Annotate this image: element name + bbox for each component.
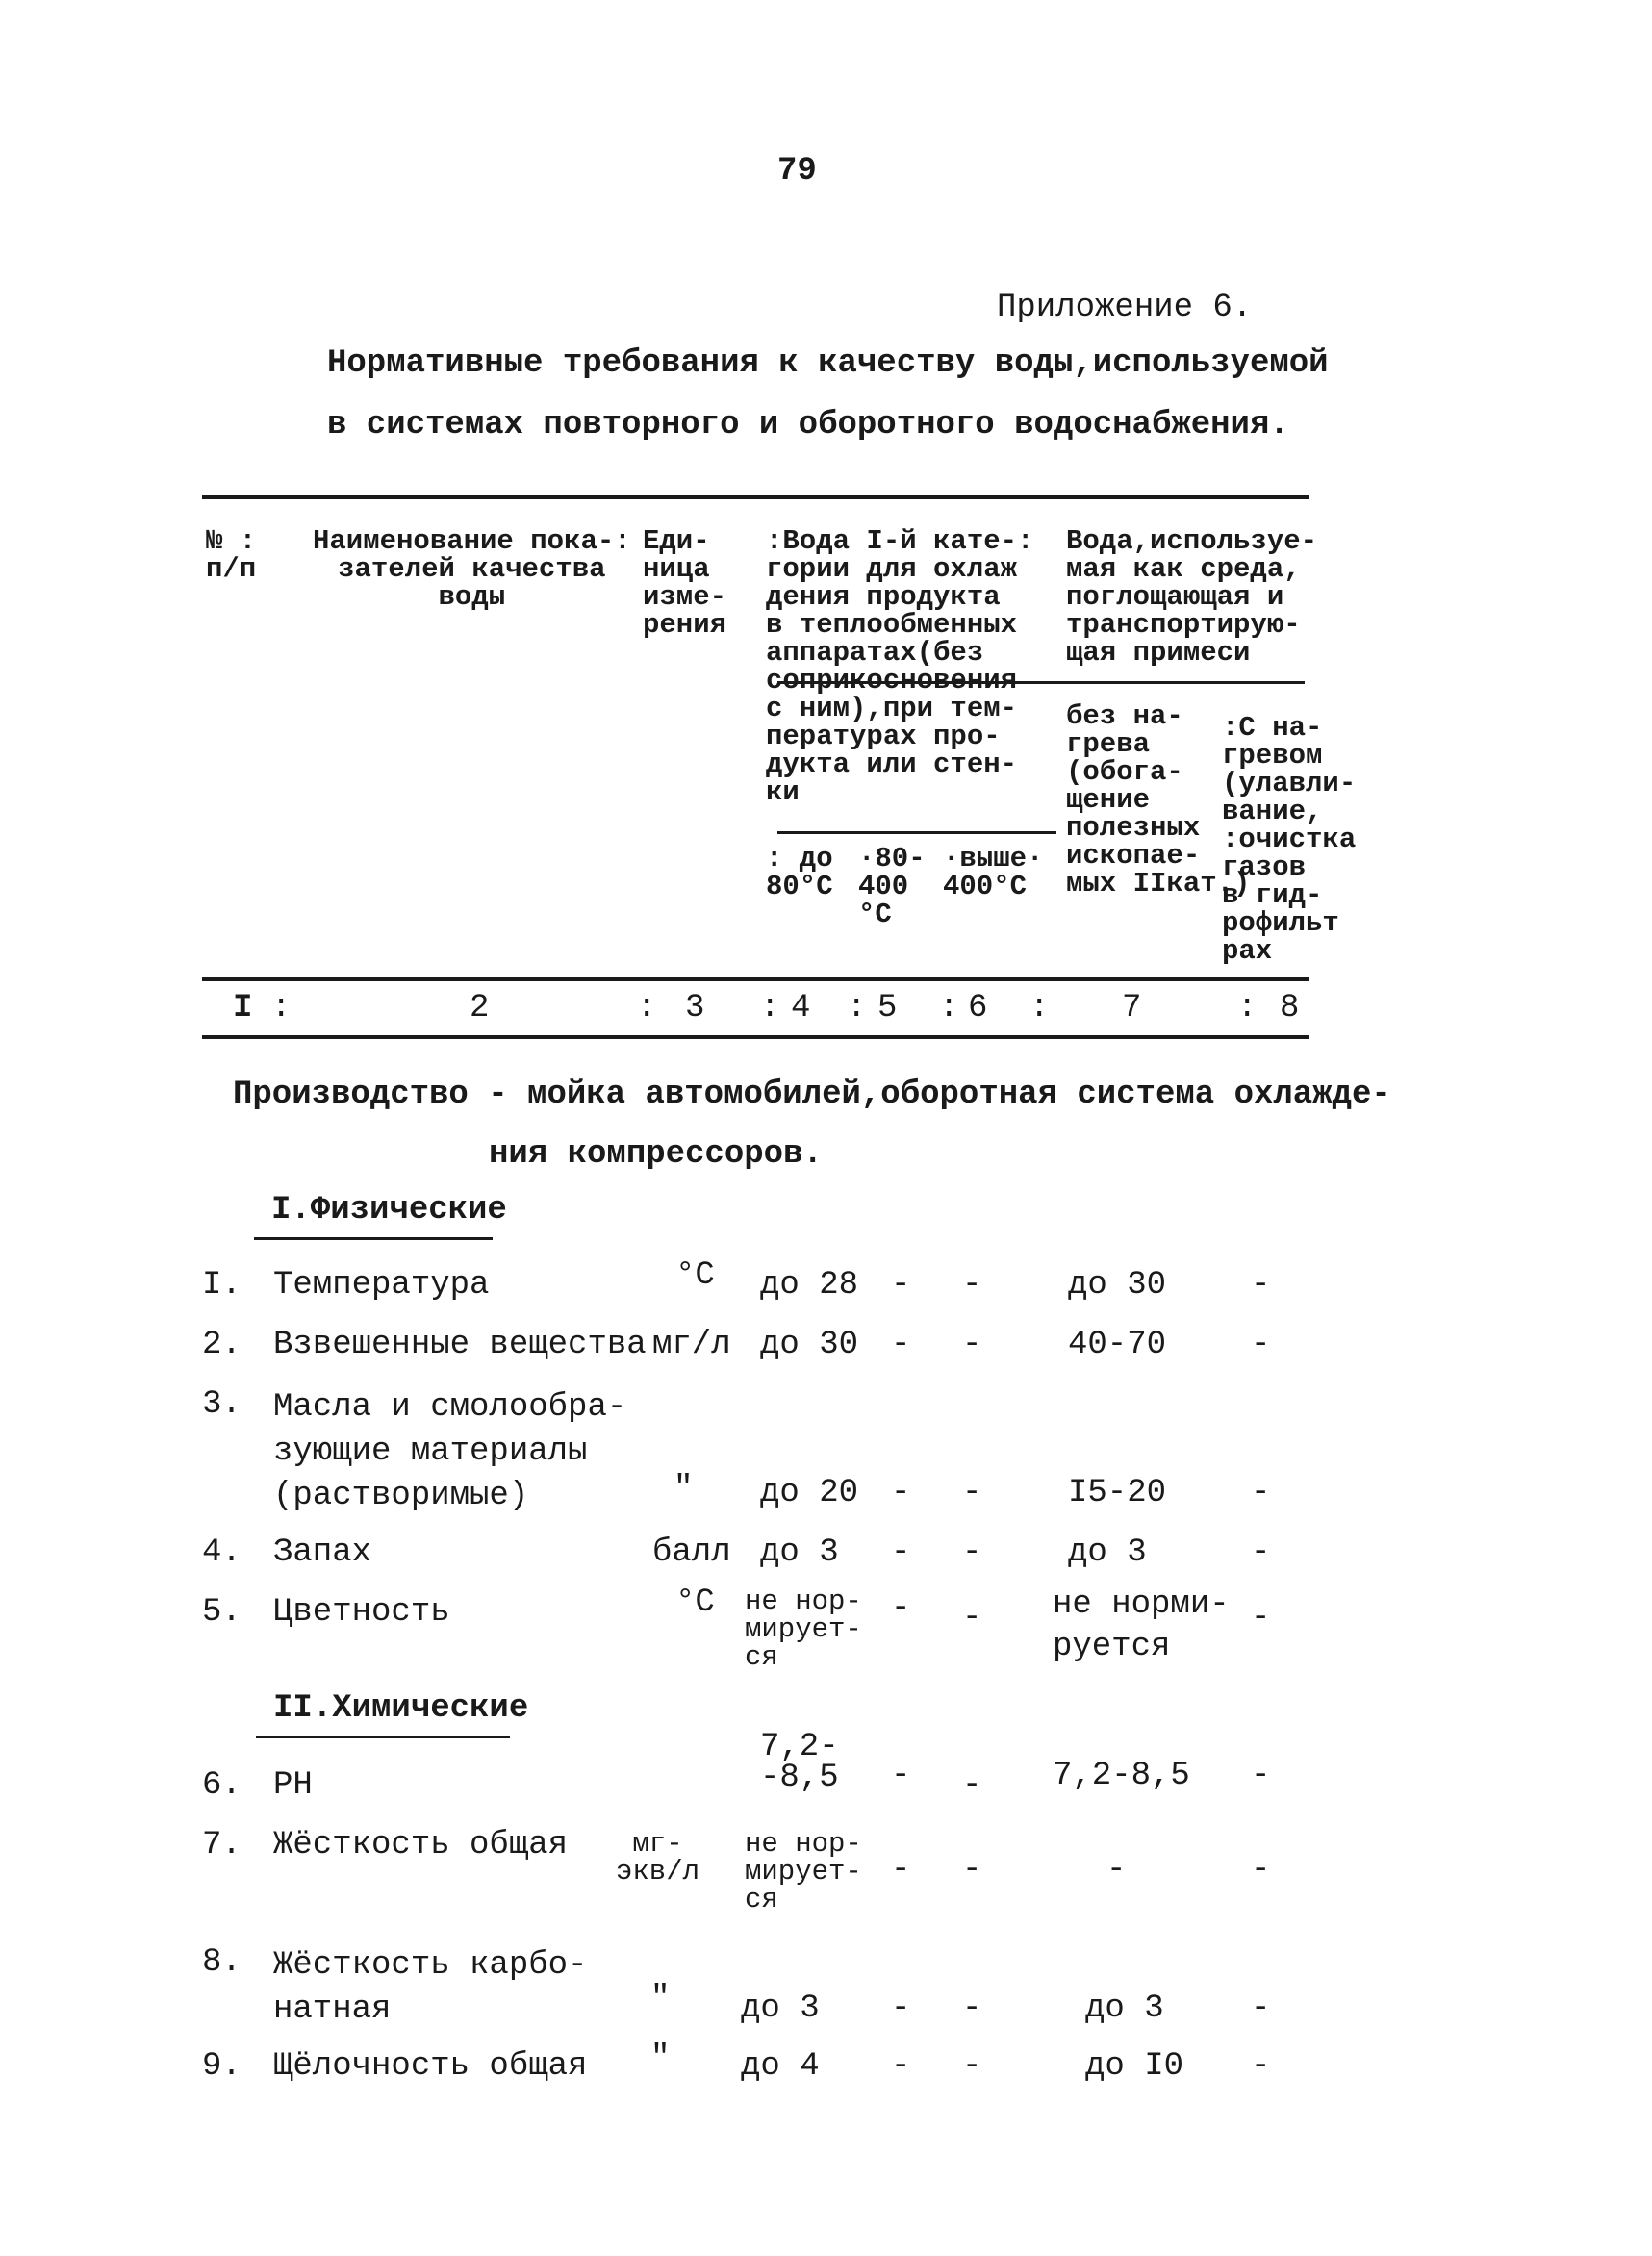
row-8-unit: " xyxy=(650,1981,671,2017)
col-sep: : xyxy=(1029,990,1050,1027)
row-5-col4: не нор- мирует- ся xyxy=(745,1585,862,1673)
row-5-col8: - xyxy=(1251,1600,1271,1636)
row-4-col6: - xyxy=(962,1534,982,1571)
appendix-label: Приложение 6. xyxy=(997,290,1253,326)
title-line-1: Нормативные требования к качеству воды,используемой xyxy=(327,345,1329,382)
section-physical-underline xyxy=(254,1237,493,1240)
row-1-col8: - xyxy=(1251,1267,1271,1304)
header-bottom-rule xyxy=(202,977,1309,981)
header-sub-upto-80: : до 80°С xyxy=(766,843,833,902)
col-sep: : xyxy=(1237,990,1258,1027)
row-4-number: 4. xyxy=(202,1534,241,1571)
col-number-4: 4 xyxy=(791,990,811,1027)
row-6-col8: - xyxy=(1251,1758,1271,1794)
numbering-bottom-rule xyxy=(202,1035,1309,1039)
col-number-1: I xyxy=(233,990,253,1027)
col-number-6: 6 xyxy=(968,990,988,1027)
col-number-5: 5 xyxy=(877,990,898,1027)
header-sub-80-400: ·80- 400 °С xyxy=(858,843,926,930)
row-6-col5: - xyxy=(891,1758,911,1794)
row-5-col5: - xyxy=(891,1590,911,1627)
section-chemical-underline xyxy=(256,1736,510,1738)
row-4-name: Запах xyxy=(273,1534,372,1571)
row-1-number: I. xyxy=(202,1267,241,1304)
row-9-unit: " xyxy=(650,2041,671,2077)
row-3-number: 3. xyxy=(202,1386,241,1423)
row-5-unit: °С xyxy=(675,1584,715,1621)
row-4-col4: до 3 xyxy=(760,1534,839,1571)
production-line-2: ния компрессоров. xyxy=(489,1136,823,1173)
col-sep: : xyxy=(760,990,780,1027)
header-col8: :С на- гревом (улавли- вание, :очистка газов в гид- рофильт рах xyxy=(1222,712,1357,967)
title-line-2: в системах повторного и оборотного водоснабжения. xyxy=(327,407,1289,444)
col-number-2: 2 xyxy=(470,990,490,1027)
row-5-number: 5. xyxy=(202,1594,241,1631)
row-4-col5: - xyxy=(891,1534,911,1571)
row-1-name: Температура xyxy=(273,1267,490,1304)
header-water2: Вода,используе- мая как среда, поглощающая и транспортирую- щая примеси xyxy=(1066,525,1318,669)
row-1-col4: до 28 xyxy=(760,1267,859,1304)
row-2-col4: до 30 xyxy=(760,1327,859,1363)
row-8-col5: - xyxy=(891,1990,911,2027)
row-2-col8: - xyxy=(1251,1327,1271,1363)
row-5-col7: не норми- руется xyxy=(1053,1586,1230,1665)
row-4-unit: балл xyxy=(652,1534,731,1571)
col-sep: : xyxy=(271,990,292,1027)
row-3-col5: - xyxy=(891,1475,911,1511)
row-2-number: 2. xyxy=(202,1327,241,1363)
row-6-col7: 7,2-8,5 xyxy=(1053,1758,1190,1794)
row-5-name: Цветность xyxy=(273,1594,450,1631)
row-8-name: Жёсткость карбо- натная xyxy=(273,1947,588,2028)
row-7-number: 7. xyxy=(202,1827,241,1863)
row-1-col7: до 30 xyxy=(1068,1267,1167,1304)
row-2-col7: 40-70 xyxy=(1068,1327,1167,1363)
row-1-col6: - xyxy=(962,1267,982,1304)
col-number-3: 3 xyxy=(685,990,705,1027)
row-3-col7: I5-20 xyxy=(1068,1475,1167,1511)
row-9-col5: - xyxy=(891,2048,911,2085)
production-line-1: Производство - мойка автомобилей,оборотная система охлажде- xyxy=(233,1077,1391,1113)
row-5-col6: - xyxy=(962,1600,982,1636)
row-9-col4: до 4 xyxy=(741,2048,820,2085)
header-sub-over-400: ·выше· 400°С xyxy=(943,843,1044,902)
row-2-col5: - xyxy=(891,1327,911,1363)
header-col-number: № : п/п xyxy=(206,525,257,585)
row-8-col7: до 3 xyxy=(1085,1990,1164,2027)
row-8-col6: - xyxy=(962,1990,982,2027)
row-9-col8: - xyxy=(1251,2048,1271,2085)
section-chemical: II.Химические xyxy=(273,1690,529,1727)
row-3-col6: - xyxy=(962,1475,982,1511)
row-6-name: РН xyxy=(273,1767,313,1804)
col-number-8: 8 xyxy=(1280,990,1300,1027)
row-9-name: Щёлочность общая xyxy=(273,2048,588,2085)
col-sep: : xyxy=(847,990,867,1027)
row-7-col6: - xyxy=(962,1852,982,1888)
row-7-name: Жёсткость общая xyxy=(273,1827,569,1863)
row-7-col7: - xyxy=(1106,1852,1127,1888)
row-7-col4: не нор- мирует- ся xyxy=(745,1828,862,1915)
row-3-col4: до 20 xyxy=(760,1475,859,1511)
col-number-7: 7 xyxy=(1122,990,1142,1027)
col-sep: : xyxy=(939,990,959,1027)
row-2-col6: - xyxy=(962,1327,982,1363)
col-sep: : xyxy=(637,990,657,1027)
section-physical: I.Физические xyxy=(271,1192,507,1229)
row-7-col8: - xyxy=(1251,1852,1271,1888)
row-8-col4: до 3 xyxy=(741,1990,820,2027)
header-col-unit: Еди- ница изме- рения xyxy=(643,525,727,641)
row-1-col5: - xyxy=(891,1267,911,1304)
row-4-col8: - xyxy=(1251,1534,1271,1571)
row-7-unit: мг- экв/л xyxy=(616,1828,700,1888)
header-col7: без на- грева (обога- щение полезных ископае- мых IIкат.) xyxy=(1066,700,1251,900)
row-2-unit: мг/л xyxy=(652,1327,731,1363)
header-water1: :Вода I-й кате-: гории для охлаж дения продукта в теплообменных аппаратах(без соприкосновения с ним),при тем- пературах про- дукта или стен- ки xyxy=(766,525,1034,808)
table-top-rule xyxy=(202,495,1309,499)
row-6-col6: - xyxy=(962,1767,982,1804)
row-2-name: Взвешенные вещества xyxy=(273,1327,647,1363)
row-1-unit: °С xyxy=(675,1257,715,1294)
header-col-name: Наименование пока-: зателей качества воды xyxy=(313,525,631,613)
row-8-number: 8. xyxy=(202,1944,241,1981)
row-9-number: 9. xyxy=(202,2048,241,2085)
row-3-col8: - xyxy=(1251,1475,1271,1511)
header-subrule-2 xyxy=(777,831,1056,834)
row-6-col4: 7,2- -8,5 xyxy=(760,1729,839,1796)
row-4-col7: до 3 xyxy=(1068,1534,1147,1571)
row-3-unit: " xyxy=(674,1471,694,1508)
row-6-number: 6. xyxy=(202,1767,241,1804)
page-number: 79 xyxy=(777,153,817,190)
row-9-col6: - xyxy=(962,2048,982,2085)
row-8-col8: - xyxy=(1251,1990,1271,2027)
row-9-col7: до I0 xyxy=(1085,2048,1184,2085)
row-7-col5: - xyxy=(891,1852,911,1888)
row-3-name: Масла и смолообра- зующие материалы (растворимые) xyxy=(273,1389,627,1514)
